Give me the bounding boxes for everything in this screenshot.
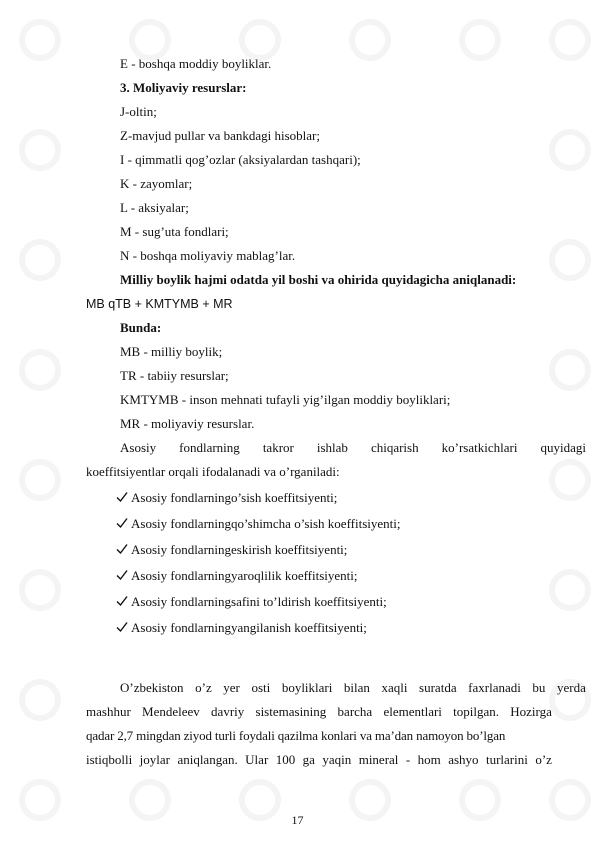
- text-line: KMTYMB - inson mehnati tufayli yig’ilgan moddiy boyliklari;: [120, 392, 451, 407]
- bunda-heading: Bunda:: [120, 320, 162, 335]
- paragraph-2-line-4: [86, 748, 552, 772]
- paragraph-2-line-3: qadar 2,7 mingdan ziyod turli foydali qazilma konlari va ma’dan namoyon bo’lgan: [86, 728, 506, 743]
- word: quyidagi: [540, 440, 586, 455]
- word: yer: [223, 680, 240, 695]
- bullet-item: Asosiy fondlarningyangilanish koeffitsiyenti;: [131, 620, 367, 635]
- word: bilan: [343, 680, 370, 695]
- word: aniqlangan.: [177, 752, 238, 767]
- word: turlarini: [485, 752, 528, 767]
- word: elementlari: [383, 704, 442, 719]
- text-line: N - boshqa moliyaviy mablag’lar.: [120, 248, 296, 263]
- word: sistemasining: [255, 704, 327, 719]
- text-line: TR - tabiiy resurslar;: [120, 368, 229, 383]
- word: -: [405, 752, 411, 767]
- text-line: K - zayomlar;: [120, 176, 193, 191]
- word: istiqbolli: [86, 752, 133, 767]
- bold-statement: Milliy boylik hajmi odatda yil boshi va ohirida quyidagicha aniqlanadi:: [120, 272, 517, 287]
- word: yerda: [556, 680, 586, 695]
- text-line: MR - moliyaviy resurslar.: [120, 416, 255, 431]
- bullet-item: Asosiy fondlarningeskirish koeffitsiyenti;: [131, 542, 348, 557]
- checkmark-icon: [116, 595, 128, 607]
- page-number: 17: [291, 813, 304, 827]
- word: suratda: [419, 680, 457, 695]
- bullet-item: Asosiy fondlarningo’sish koeffitsiyenti;: [131, 490, 338, 505]
- checkmark-icon: [116, 491, 128, 503]
- word: 100: [275, 752, 296, 767]
- text-line: Z-mavjud pullar va bankdagi hisoblar;: [120, 128, 321, 143]
- word: hom: [417, 752, 441, 767]
- text-line: I - qimmatli qog’ozlar (aksiyalardan tashqari);: [120, 152, 361, 167]
- word: joylar: [139, 752, 170, 767]
- word: ga: [302, 752, 315, 767]
- word: davriy: [211, 704, 245, 719]
- word: Mendeleev: [142, 704, 200, 719]
- paragraph-1-line-2: koeffitsiyentlar orqali ifodalanadi va o’rganiladi:: [86, 464, 340, 479]
- word: xaqli: [381, 680, 408, 695]
- text-line: MB - milliy boylik;: [120, 344, 223, 359]
- word: mineral: [358, 752, 399, 767]
- checkmark-icon: [116, 621, 128, 633]
- word: chiqarish: [370, 440, 419, 455]
- word: faxrlanadi: [468, 680, 521, 695]
- word: yaqin: [322, 752, 352, 767]
- word: barcha: [337, 704, 373, 719]
- bullet-item: Asosiy fondlarningqo’shimcha o’sish koeffitsiyenti;: [131, 516, 401, 531]
- word: bu: [532, 680, 546, 695]
- paragraph-1-line-1: [120, 436, 586, 460]
- word: O’zbekiston: [120, 680, 184, 695]
- checkmark-icon: [116, 569, 128, 581]
- word: mashhur: [86, 704, 131, 719]
- word: Hozirga: [510, 704, 552, 719]
- formula: MB qTB + KMTYMB + MR: [86, 297, 233, 311]
- word: takror: [262, 440, 294, 455]
- paragraph-2-line-2: [86, 700, 552, 724]
- word: boyliklari: [281, 680, 333, 695]
- word: ko’rsatkichlari: [441, 440, 518, 455]
- word: Asosiy: [120, 440, 157, 455]
- text-line: J-oltin;: [120, 104, 157, 119]
- word: osti: [251, 680, 271, 695]
- text-line: M - sug’uta fondlari;: [120, 224, 229, 239]
- word: fondlarning: [179, 440, 240, 455]
- word: ashyo: [448, 752, 479, 767]
- bullet-item: Asosiy fondlarningsafini to’ldirish koeffitsiyenti;: [131, 594, 387, 609]
- text-line: L - aksiyalar;: [120, 200, 189, 215]
- section-heading: 3. Moliyaviy resurslar:: [120, 80, 247, 95]
- checkmark-icon: [116, 517, 128, 529]
- text-line: E - boshqa moddiy boyliklar.: [120, 56, 272, 71]
- bullet-item: Asosiy fondlarningyaroqlilik koeffitsiyenti;: [131, 568, 358, 583]
- word: o’z: [195, 680, 212, 695]
- word: topilgan.: [453, 704, 500, 719]
- word: o’z: [535, 752, 552, 767]
- paragraph-2-line-1: [120, 676, 586, 700]
- word: Ular: [245, 752, 269, 767]
- checkmark-icon: [116, 543, 128, 555]
- word: ishlab: [316, 440, 348, 455]
